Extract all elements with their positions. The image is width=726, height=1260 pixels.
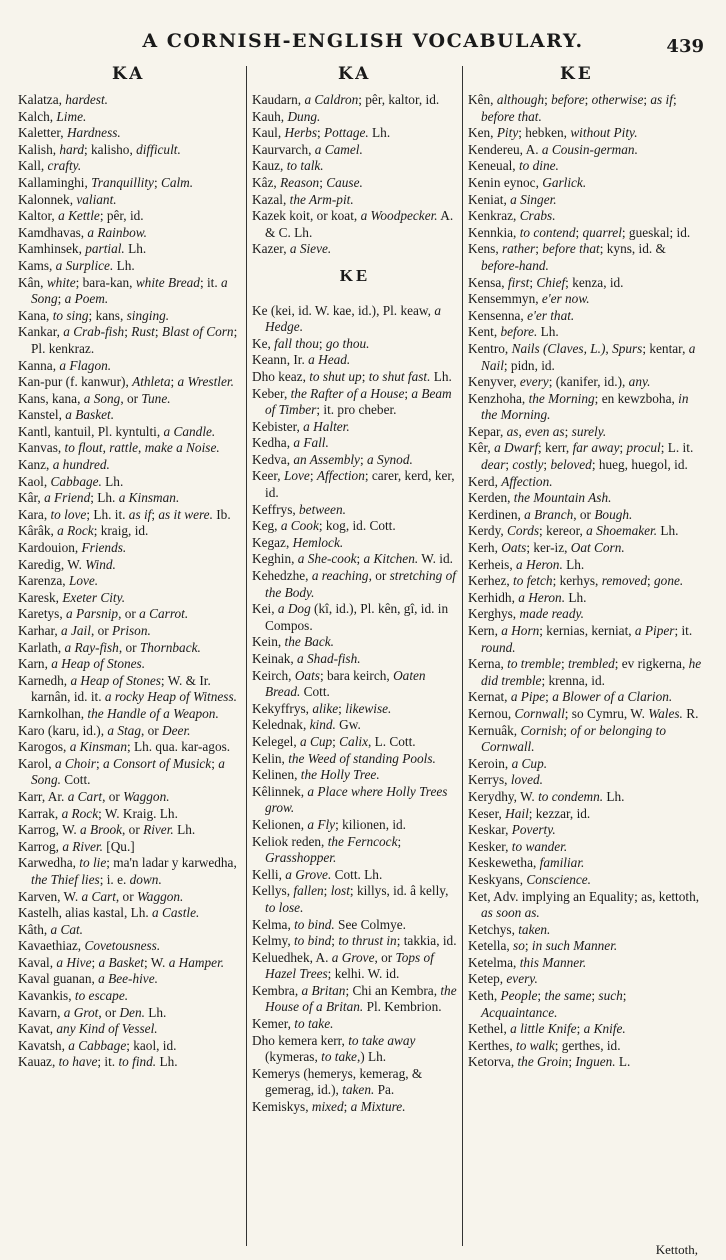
dictionary-entry: Kanna, a Flagon.	[18, 357, 112, 373]
dictionary-entry: Kellys, fallen; lost; killys, id. â kelly, to lose.	[252, 883, 449, 915]
dictionary-entry: Kaltor, a Kettle; pêr, id.	[18, 208, 144, 224]
dictionary-entry: Keliok reden, the Ferncock; Grasshopper.	[252, 833, 402, 866]
dictionary-entry: Kaul, Herbs; Pottage. Lh.	[252, 125, 391, 141]
dictionary-entry: Kerdy, Cords; kereor, a Shoemaker. Lh.	[468, 523, 679, 539]
dictionary-entry: Kall, crafty.	[18, 158, 82, 174]
dictionary-entry: Kennkia, to contend; quarrel; gueskal; id.	[468, 224, 691, 240]
dictionary-entry: Kentro, Nails (Claves, L.), Spurs; kentar, a Nail; pidn, id.	[468, 340, 696, 373]
dictionary-entry: Kamhinsek, partial. Lh.	[18, 241, 147, 257]
dictionary-entry: Kelionen, a Fly; kilionen, id.	[252, 816, 407, 832]
dictionary-entry: Kalch, Lime.	[18, 108, 87, 124]
dictionary-entry: Kern, a Horn; kernias, kerniat, a Piper; it. round.	[468, 623, 693, 655]
dictionary-entry: Keber, the Rafter of a House; a Beam of Timber; it. pro cheber.	[252, 385, 452, 418]
dictionary-entry: Kerhez, to fetch; kerhys, removed; gone.	[468, 573, 684, 589]
dictionary-entry: Kaurvarch, a Camel.	[252, 141, 363, 157]
dictionary-entry: Kenin eynoc, Garlick.	[468, 174, 587, 190]
dictionary-entry: Kên, although; before; otherwise; as if; before that.	[468, 92, 677, 124]
dictionary-entry: Kan-pur (f. kanwur), Athleta; a Wrestler.	[18, 374, 234, 390]
dictionary-entry: Kanvas, to flout, rattle, make a Noise.	[18, 440, 220, 456]
dictionary-entry: Karedig, W. Wind.	[18, 556, 116, 572]
dictionary-entry: Kâr, a Friend; Lh. a Kinsman.	[18, 490, 180, 506]
dictionary-entry: Kâth, a Cat.	[18, 921, 84, 937]
dictionary-entry: Kavankis, to escape.	[18, 988, 129, 1004]
column-heading-3: KE	[560, 64, 594, 84]
dictionary-entry: Keinak, a Shad-fish.	[252, 651, 361, 666]
dictionary-entry: Karnedh, a Heap of Stones; W. & Ir. karnân, id. it. a rocky Heap of Witness.	[18, 672, 237, 705]
dictionary-entry: Ketella, so; in such Manner.	[468, 938, 618, 954]
dictionary-entry: Kara, to love; Lh. it. as if; as it were. Ib.	[18, 506, 231, 522]
entry-list	[252, 303, 458, 1116]
dictionary-entry: Kebister, a Halter.	[252, 418, 350, 434]
dictionary-entry: Kân, white; bara-kan, white Bread; it. a Song; a Poem.	[18, 274, 228, 307]
dictionary-entry: Kensenna, e'er that.	[468, 307, 575, 323]
dictionary-entry: Karven, W. a Cart, or Waggon.	[18, 888, 184, 904]
dictionary-entry: Karrog, W. a Brook, or River. Lh.	[18, 822, 196, 838]
dictionary-entry: Ketchys, taken.	[468, 921, 551, 937]
dictionary-entry: Kana, to sing; kans, singing.	[18, 307, 170, 323]
dictionary-entry: Ketorva, the Groin; Inguen. L.	[468, 1054, 631, 1070]
column-1	[18, 92, 243, 1257]
dictionary-entry: Kavaethiaz, Covetousness.	[18, 938, 161, 954]
dictionary-entry: Keghin, a She-cook; a Kitchen. W. id.	[252, 551, 453, 567]
dictionary-entry: Keneual, to dine.	[468, 158, 559, 174]
dictionary-entry: Karn, a Heap of Stones.	[18, 656, 146, 672]
dictionary-entry: Kans, kana, a Song, or Tune.	[18, 390, 171, 406]
dictionary-entry: Kaol, Cabbage. Lh.	[18, 473, 124, 489]
dictionary-entry: Kamdhavas, a Rainbow.	[18, 224, 148, 240]
dictionary-entry: Kein, the Back.	[252, 634, 334, 650]
dictionary-entry: Kantl, kantuil, Pl. kyntulti, a Candle.	[18, 423, 216, 439]
dictionary-entry: Kelinen, the Holly Tree.	[252, 767, 380, 783]
dictionary-entry: Kent, before. Lh.	[468, 324, 559, 340]
dictionary-entry: Kekyffrys, alike; likewise.	[252, 700, 392, 716]
dictionary-entry: Kedva, an Assembly; a Synod.	[252, 451, 413, 467]
entry-list	[252, 92, 458, 258]
dictionary-entry: Kemer, to take.	[252, 1016, 334, 1032]
dictionary-entry: Kernou, Cornwall; so Cymru, W. Wales. R.	[468, 705, 699, 721]
dictionary-entry: Karesk, Exeter City.	[18, 589, 126, 605]
section-heading-ke: KE	[339, 265, 371, 285]
dictionary-entry: Kernat, a Pipe; a Blower of a Clarion.	[468, 689, 673, 705]
dictionary-entry: Karhar, a Jail, or Prison.	[18, 623, 151, 638]
dictionary-entry: Kazer, a Sieve.	[252, 241, 332, 257]
dictionary-entry: Kerghys, made ready.	[468, 606, 584, 622]
dictionary-entry: Kerthes, to walk; gerthes, id.	[468, 1037, 621, 1053]
column-3	[468, 92, 706, 1257]
dictionary-entry: Kelmy, to bind; to thrust in; takkia, id.	[252, 933, 457, 949]
column-heading-1: KA	[112, 64, 146, 84]
dictionary-entry: Keroin, a Cup.	[468, 755, 548, 771]
dictionary-entry: Kerd, Affection.	[468, 473, 553, 489]
dictionary-entry: Kei, a Dog (kî, id.), Pl. kên, gî, id. in Compos.	[252, 601, 449, 633]
dictionary-entry: Kerheis, a Heron. Lh.	[468, 556, 585, 572]
dictionary-entry: Kedha, a Fall.	[252, 435, 329, 451]
dictionary-entry: Kepar, as, even as; surely.	[468, 423, 607, 439]
dictionary-entry: Kalish, hard; kalisho, difficult.	[18, 141, 181, 157]
dictionary-entry: Kerrys, loved.	[468, 772, 543, 788]
dictionary-entry: Ke (kei, id. W. kae, id.), Pl. keaw, a Hedge.	[252, 302, 441, 335]
dictionary-entry: Kegaz, Hemlock.	[252, 534, 344, 550]
dictionary-entry: Kelednak, kind. Gw.	[252, 717, 361, 733]
dictionary-entry: Kazek koit, or koat, a Woodpecker. A. & C. Lh.	[252, 208, 454, 240]
dictionary-entry: Kemerys (hemerys, kemerag, & gemerag, id.), taken. Pa.	[252, 1065, 423, 1098]
dictionary-entry: Kardouion, Friends.	[18, 540, 127, 556]
entry-list	[18, 92, 243, 1071]
dictionary-entry: Karlath, a Ray-fish, or Thornback.	[18, 639, 201, 655]
dictionary-entry: Kams, a Surplice. Lh.	[18, 257, 135, 273]
dictionary-entry: Keskewetha, familiar.	[468, 855, 585, 871]
page-number: 439	[666, 36, 704, 57]
dictionary-entry: Kavarn, a Grot, or Den. Lh.	[18, 1004, 167, 1020]
dictionary-entry: Ketelma, this Manner.	[468, 954, 587, 970]
dictionary-entry: Keskar, Poverty.	[468, 822, 556, 838]
dictionary-entry: Kerh, Oats; ker-iz, Oat Corn.	[468, 540, 625, 556]
column-divider	[246, 66, 247, 1246]
dictionary-entry: Keth, People; the same; such; Acquaintance.	[468, 988, 627, 1020]
dictionary-entry: Kerna, to tremble; trembled; ev rigkerna, he did tremble; krenna, id.	[468, 656, 702, 688]
dictionary-entry: Ke, fall thou; go thou.	[252, 335, 370, 351]
dictionary-entry: Kelli, a Grove. Cott. Lh.	[252, 866, 383, 882]
dictionary-entry: Kembra, a Britan; Chi an Kembra, the House of a Britan. Pl. Kembrion.	[252, 982, 457, 1015]
dictionary-entry: Ket, Adv. implying an Equality; as, kettoth, as soon as.	[468, 888, 700, 921]
dictionary-entry: Kanstel, a Basket.	[18, 407, 115, 423]
catchword: Kettoth,	[655, 1242, 698, 1257]
dictionary-entry: Kerhidh, a Heron. Lh.	[468, 589, 587, 605]
dictionary-entry: Karrak, a Rock; W. Kraig. Lh.	[18, 805, 178, 821]
dictionary-entry: Dho keaz, to shut up; to shut fast. Lh.	[252, 368, 452, 384]
dictionary-entry: Karo (karu, id.), a Stag, or Deer.	[18, 722, 191, 738]
dictionary-entry: Kenyver, every; (kanifer, id.), any.	[468, 374, 651, 390]
entry-list	[468, 92, 706, 1071]
dictionary-entry: Kâz, Reason; Cause.	[252, 174, 363, 190]
dictionary-entry: Keirch, Oats; bara keirch, Oaten Bread. Cott.	[252, 667, 426, 700]
dictionary-entry: Kensemmyn, e'er now.	[468, 291, 590, 307]
dictionary-entry: Kallaminghi, Tranquillity; Calm.	[18, 174, 194, 190]
column-divider	[462, 66, 463, 1246]
dictionary-entry: Keluedhek, A. a Grove, or Tops of Hazel Trees; kelhi. W. id.	[252, 949, 434, 982]
dictionary-entry: Karol, a Choir; a Consort of Musick; a Song. Cott.	[18, 755, 225, 788]
dictionary-entry: Kensa, first; Chief; kenza, id.	[468, 274, 624, 290]
dictionary-entry: Kemiskys, mixed; a Mixture.	[252, 1099, 406, 1115]
dictionary-entry: Kelegel, a Cup; Calix, L. Cott.	[252, 733, 416, 749]
dictionary-entry: Kelin, the Weed of standing Pools.	[252, 750, 436, 766]
dictionary-entry: Keg, a Cook; kog, id. Cott.	[252, 518, 396, 534]
dictionary-entry: Kerden, the Mountain Ash.	[468, 490, 612, 506]
dictionary-entry: Kauh, Dung.	[252, 108, 321, 124]
column-2	[252, 92, 458, 1257]
dictionary-entry: Keer, Love; Affection; carer, kerd, ker, id.	[252, 468, 455, 501]
dictionary-entry: Kesker, to wander.	[468, 838, 568, 854]
dictionary-entry: Kerdinen, a Branch, or Bough.	[468, 506, 633, 522]
dictionary-entry: Keser, Hail; kezzar, id.	[468, 805, 591, 821]
dictionary-entry: Kaletter, Hardness.	[18, 125, 121, 141]
dictionary-entry: Kerydhy, W. to condemn. Lh.	[468, 788, 625, 804]
dictionary-entry: Kaval, a Hive; a Basket; W. a Hamper.	[18, 954, 225, 970]
dictionary-entry: Keann, Ir. a Head.	[252, 352, 351, 368]
dictionary-entry: Kauaz, to have; it. to find. Lh.	[18, 1054, 178, 1070]
dictionary-entry: Kêr, a Dwarf; kerr, far away; procul; L. it. dear; costly; beloved; hueg, huegol, id.	[468, 440, 694, 473]
dictionary-entry: Kendereu, A. a Cousin-german.	[468, 141, 638, 157]
dictionary-entry: Karetys, a Parsnip, or a Carrot.	[18, 606, 189, 622]
dictionary-entry: Kenkraz, Crabs.	[468, 208, 556, 224]
dictionary-entry: Kenzhoha, the Morning; en kewzboha, in the Morning.	[468, 390, 689, 423]
dictionary-entry: Kazal, the Arm-pit.	[252, 191, 354, 207]
dictionary-entry: Ken, Pity; hebken, without Pity.	[468, 125, 638, 141]
dictionary-entry: Keffrys, between.	[252, 501, 346, 517]
dictionary-entry: Karogos, a Kinsman; Lh. qua. kar-agos.	[18, 739, 231, 755]
dictionary-entry: Dho kemera kerr, to take away (kymeras, to take,) Lh.	[252, 1032, 416, 1065]
dictionary-entry: Kethel, a little Knife; a Knife.	[468, 1021, 626, 1037]
dictionary-entry: Kârâk, a Rock; kraig, id.	[18, 523, 149, 539]
dictionary-entry: Kastelh, alias kastal, Lh. a Castle.	[18, 905, 200, 921]
page-title: A CORNISH-ENGLISH VOCABULARY.	[142, 30, 584, 52]
dictionary-entry: Karr, Ar. a Cart, or Waggon.	[18, 788, 170, 804]
dictionary-entry: Kaudarn, a Caldron; pêr, kaltor, id.	[252, 92, 440, 107]
dictionary-entry: Karrog, a River. [Qu.]	[18, 838, 135, 854]
dictionary-entry: Kavat, any Kind of Vessel.	[18, 1021, 158, 1037]
dictionary-entry: Karwedha, to lie; ma'n ladar y karwedha, the Thief lies; i. e. down.	[18, 855, 237, 887]
dictionary-entry: Kalatza, hardest.	[18, 92, 108, 107]
dictionary-entry: Kavatsh, a Cabbage; kaol, id.	[18, 1037, 177, 1053]
dictionary-entry: Kernuâk, Cornish; of or belonging to Cornwall.	[468, 722, 666, 755]
dictionary-entry: Kehedzhe, a reaching, or stretching of the Body.	[252, 568, 456, 600]
dictionary-entry: Karenza, Love.	[18, 573, 99, 589]
dictionary-entry: Kens, rather; before that; kyns, id. & before-hand.	[468, 241, 666, 273]
dictionary-entry: Keskyans, Conscience.	[468, 871, 591, 887]
dictionary-entry: Kelma, to bind. See Colmye.	[252, 916, 407, 932]
dictionary-entry: Karnkolhan, the Handle of a Weapon.	[18, 705, 219, 721]
dictionary-entry: Kauz, to talk.	[252, 158, 324, 174]
dictionary-entry: Kêlinnek, a Place where Holly Trees grow.	[252, 783, 448, 816]
dictionary-entry: Kaval guanan, a Bee-hive.	[18, 971, 158, 987]
dictionary-entry: Ketep, every.	[468, 971, 538, 987]
column-heading-2: KA	[338, 64, 372, 84]
dictionary-entry: Kankar, a Crab-fish; Rust; Blast of Corn; Pl. kenkraz.	[18, 324, 238, 356]
dictionary-entry: Keniat, a Singer.	[468, 191, 557, 207]
dictionary-entry: Kalonnek, valiant.	[18, 191, 117, 207]
dictionary-entry: Kanz, a hundred.	[18, 457, 110, 473]
